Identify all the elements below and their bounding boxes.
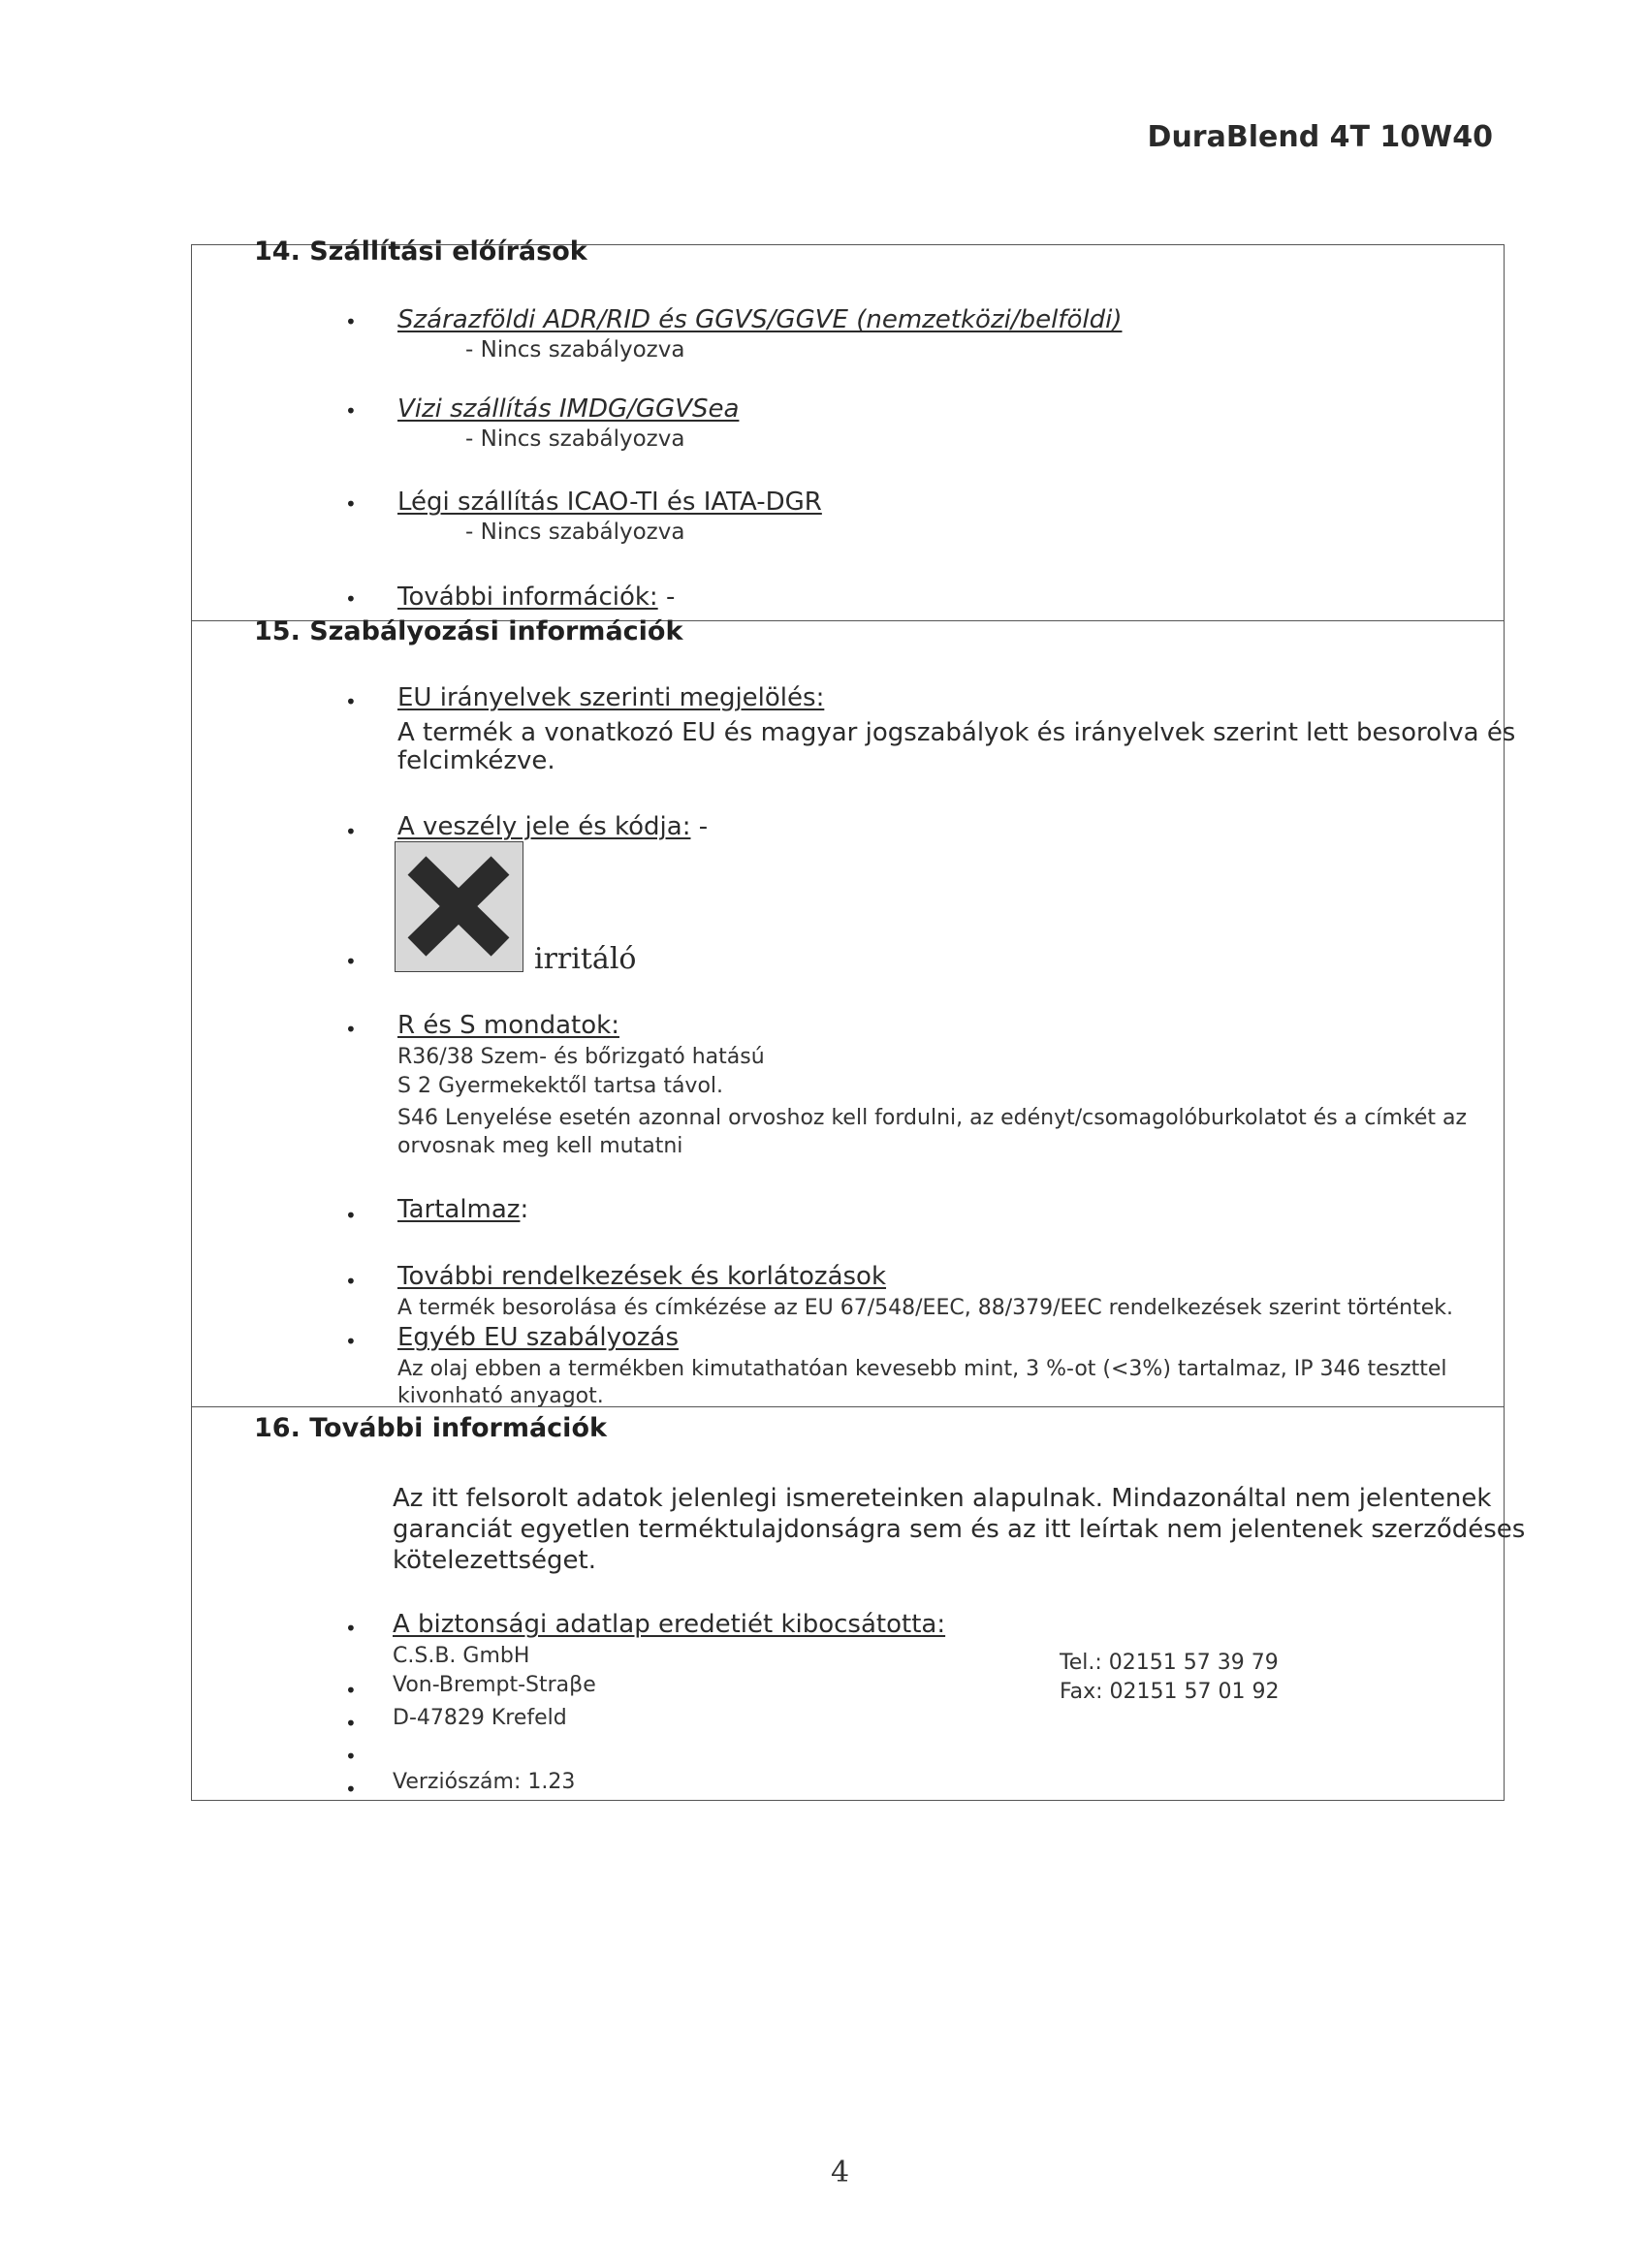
bullet [345, 1778, 357, 1801]
fax-number: Fax: 02151 57 01 92 [1060, 1680, 1280, 1704]
eu-marking-text-1: A termék a vonatkozó EU és magyar jogszabályok és irányelvek szerint lett besorolva és [397, 718, 1516, 747]
rs-phrase-3: S46 Lenyelése esetén azonnal orvoshoz kell fordulni, az edényt/csomagolóburkolatot és a címkét az [397, 1106, 1468, 1130]
bullet [345, 310, 357, 333]
section-16-title: 16. További információk [254, 1413, 607, 1443]
rs-phrase-4: orvosnak meg kell mutatni [397, 1134, 683, 1158]
bullet [345, 587, 357, 611]
eu-marking-label: EU irányelvek szerinti megjelölés: [397, 683, 825, 712]
product-name: DuraBlend 4T 10W40 [1147, 120, 1493, 154]
rs-phrases-label: R és S mondatok: [397, 1011, 619, 1040]
bullet [345, 1712, 357, 1735]
contains-colon: : [520, 1195, 529, 1224]
disclaimer-line-2: garanciát egyetlen terméktulajdonságra sem és az itt leírtak nem jelentenek szerződéses [393, 1515, 1526, 1544]
company-city: D-47829 Krefeld [393, 1706, 567, 1730]
air-transport-note: - Nincs szabályozva [465, 520, 685, 545]
rs-phrase-1: R36/38 Szem- és bőrizgató hatású [397, 1045, 765, 1069]
disclaimer-line-3: kötelezettséget. [393, 1546, 596, 1575]
contains-line [397, 1195, 528, 1224]
hazard-code-label: A veszély jele és kódja: [397, 812, 691, 841]
version-number: Verziószám: 1.23 [393, 1770, 576, 1794]
bullet [345, 1270, 357, 1293]
bullet [345, 1204, 357, 1227]
content-frame [191, 244, 1505, 1801]
further-info-line [397, 583, 675, 612]
further-provisions-label: További rendelkezések és korlátozások [397, 1262, 887, 1291]
bullet [345, 950, 357, 973]
hazard-code-value: - [690, 812, 709, 841]
bullet [345, 1330, 357, 1353]
phone-number: Tel.: 02151 57 39 79 [1060, 1651, 1279, 1675]
company-street: Von-Brempt-Straβe [393, 1673, 596, 1697]
bullet [345, 820, 357, 843]
hazard-code-line [397, 812, 708, 841]
sea-transport-note: - Nincs szabályozva [465, 426, 685, 452]
bullet [345, 690, 357, 713]
page-number: 4 [831, 2156, 850, 2189]
land-transport-label: Szárazföldi ADR/RID és GGVS/GGVE (nemzetközi/belföldi) [397, 305, 1123, 334]
rs-phrase-2: S 2 Gyermekektől tartsa távol. [397, 1074, 724, 1098]
other-eu-text-2: kivonható anyagot. [397, 1384, 604, 1408]
contains-label: Tartalmaz [397, 1195, 521, 1224]
other-eu-label: Egyéb EU szabályozás [397, 1323, 680, 1352]
issuer-label: A biztonsági adatlap eredetiét kibocsátotta: [393, 1610, 946, 1639]
bullet [345, 1745, 357, 1768]
further-info-value: - [657, 583, 676, 612]
air-transport-label: Légi szállítás ICAO-TI és IATA-DGR [397, 488, 822, 517]
bullet [345, 1617, 357, 1640]
hazard-name: irritáló [534, 942, 637, 976]
other-eu-text-1: Az olaj ebben a termékben kimutathatóan kevesebb mint, 3 %-ot (<3%) tartalmaz, IP 346 teszttel [397, 1357, 1447, 1381]
bullet [345, 399, 357, 423]
company-name: C.S.B. GmbH [393, 1644, 530, 1668]
divider-15-16 [191, 1406, 1505, 1407]
land-transport-note: - Nincs szabályozva [465, 337, 685, 362]
further-provisions-text: A termék besorolása és címkézése az EU 67/548/EEC, 88/379/EEC rendelkezések szerint történtek. [397, 1296, 1454, 1320]
eu-marking-text-2: felcimkézve. [397, 746, 555, 775]
bullet [345, 492, 357, 516]
hazard-symbol [395, 841, 523, 972]
section-15-title: 15. Szabályozási információk [254, 616, 683, 646]
further-info-label: További információk: [397, 583, 658, 612]
disclaimer-line-1: Az itt felsorolt adatok jelenlegi ismereteinken alapulnak. Mindazonáltal nem jelentenek [393, 1484, 1492, 1513]
bullet [345, 1679, 357, 1702]
x-cross-hazard-icon [396, 842, 522, 970]
section-14-title: 14. Szállítási előírások [254, 236, 587, 267]
sea-transport-label: Vizi szállítás IMDG/GGVSea [397, 394, 740, 424]
bullet [345, 1018, 357, 1041]
